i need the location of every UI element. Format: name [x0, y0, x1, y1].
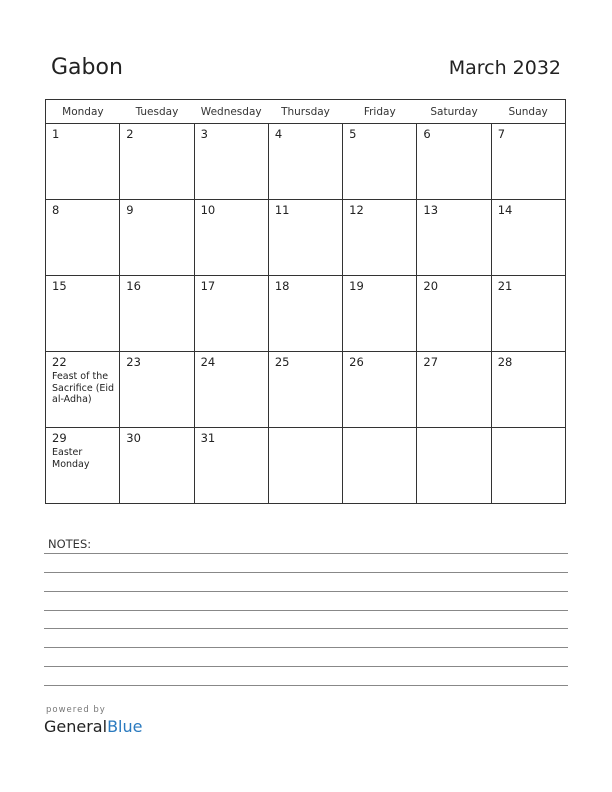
- day-number: 6: [423, 127, 431, 141]
- day-number: 23: [126, 355, 141, 369]
- day-number: 9: [126, 203, 134, 217]
- day-cell: [268, 200, 342, 276]
- note-line: [44, 553, 568, 554]
- weekday-header: Tuesday: [120, 100, 194, 124]
- country-title: Gabon: [51, 55, 123, 80]
- holiday-label: Feast of the Sacrifice (Eid al-Adha): [52, 371, 115, 405]
- day-cell: [194, 200, 268, 276]
- day-number: 1: [52, 127, 60, 141]
- calendar-week-row: [46, 124, 566, 200]
- note-line: [44, 666, 568, 667]
- day-number: 28: [497, 355, 513, 369]
- day-number: 2: [126, 127, 134, 141]
- day-cell: [343, 352, 417, 428]
- day-cell: [268, 124, 342, 200]
- day-number: 14: [497, 203, 513, 217]
- month-year-title: March 2032: [448, 57, 561, 79]
- day-number: 3: [200, 127, 208, 141]
- day-number: 20: [423, 279, 439, 293]
- brand-blue: Blue: [107, 717, 143, 736]
- weekday-header: Thursday: [268, 100, 342, 124]
- day-cell: [194, 124, 268, 200]
- day-number: 19: [349, 279, 364, 293]
- weekday-header-row: [46, 100, 566, 124]
- day-cell: [417, 352, 491, 428]
- calendar-week-row: [46, 200, 566, 276]
- day-cell: [417, 428, 491, 504]
- day-cell: [46, 200, 120, 276]
- day-number: 25: [274, 355, 290, 369]
- weekday-header: Friday: [343, 100, 417, 124]
- day-number: 5: [349, 127, 357, 141]
- weekday-header: Wednesday: [194, 100, 268, 124]
- day-number: 13: [423, 203, 439, 217]
- day-cell: [268, 352, 342, 428]
- calendar-week-row: [46, 276, 566, 352]
- powered-by-text: powered by: [46, 705, 106, 715]
- day-number: 15: [52, 279, 67, 293]
- day-cell: [194, 352, 268, 428]
- holiday-label: Easter Monday: [52, 447, 90, 470]
- day-number: 31: [200, 431, 216, 445]
- day-number: 8: [52, 203, 60, 217]
- note-line: [44, 647, 568, 648]
- day-number: 12: [349, 203, 364, 217]
- day-cell: [46, 428, 120, 504]
- day-cell: [343, 428, 417, 504]
- calendar-week-row: [46, 352, 566, 428]
- note-line: [44, 628, 568, 629]
- day-cell: [194, 276, 268, 352]
- day-number: 24: [200, 355, 216, 369]
- day-cell: [491, 352, 565, 428]
- day-number: 16: [126, 279, 141, 293]
- day-cell: [120, 276, 194, 352]
- day-cell: [46, 276, 120, 352]
- day-cell: [194, 428, 268, 504]
- weekday-header: Sunday: [491, 100, 565, 124]
- brand-general: General: [44, 717, 108, 736]
- day-number: 22: [52, 355, 67, 369]
- day-cell: [491, 276, 565, 352]
- day-cell: [417, 124, 491, 200]
- note-line: [44, 685, 568, 686]
- day-number: 11: [274, 203, 290, 217]
- generalblue-logo[interactable]: [44, 717, 142, 736]
- day-cell: [268, 428, 342, 504]
- day-cell: [120, 200, 194, 276]
- day-cell: [343, 276, 417, 352]
- day-cell: [120, 352, 194, 428]
- day-cell: [268, 276, 342, 352]
- day-cell: [417, 276, 491, 352]
- day-cell: [491, 428, 565, 504]
- note-line: [44, 591, 568, 592]
- day-cell: [46, 352, 120, 428]
- note-line: [44, 610, 568, 611]
- day-cell: [343, 200, 417, 276]
- calendar-week-row: [46, 428, 566, 504]
- day-number: 10: [200, 203, 216, 217]
- calendar-grid: [45, 99, 566, 504]
- day-number: 21: [497, 279, 513, 293]
- day-cell: [46, 124, 120, 200]
- day-number: 7: [497, 127, 506, 141]
- day-number: 30: [126, 431, 141, 445]
- notes-label: NOTES:: [48, 537, 92, 551]
- day-number: 29: [52, 431, 67, 445]
- day-number: 27: [423, 355, 439, 369]
- weekday-header: Monday: [46, 100, 120, 124]
- day-number: 4: [274, 127, 283, 141]
- day-cell: [491, 124, 565, 200]
- day-cell: [343, 124, 417, 200]
- day-number: 26: [349, 355, 364, 369]
- day-cell: [120, 428, 194, 504]
- note-line: [44, 572, 568, 573]
- day-cell: [120, 124, 194, 200]
- day-number: 17: [200, 279, 216, 293]
- weekday-header: Saturday: [417, 100, 491, 124]
- day-number: 18: [274, 279, 290, 293]
- day-cell: [491, 200, 565, 276]
- day-cell: [417, 200, 491, 276]
